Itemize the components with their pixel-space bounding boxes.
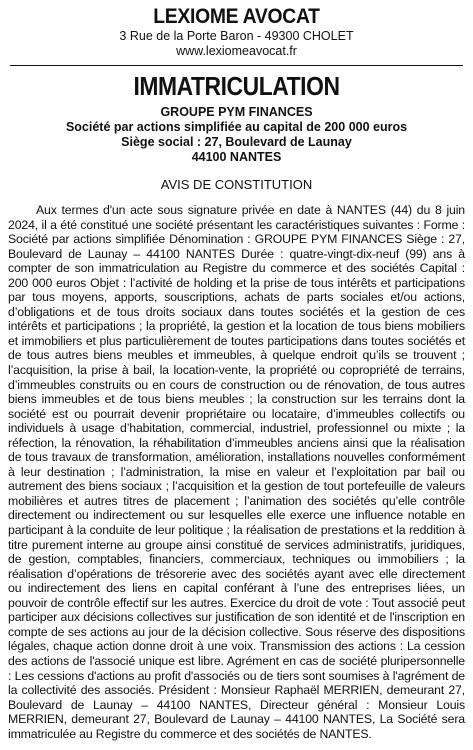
company-name: GROUPE PYM FINANCES bbox=[160, 105, 313, 119]
header-divider bbox=[10, 65, 463, 66]
company-form: Société par actions simplifiée au capital de 200 000 euros bbox=[65, 120, 408, 134]
firm-header bbox=[8, 4, 465, 59]
notice-body: Aux termes d'un acte sous signature privée en date à NANTES (44) du 8 juin 2024, il a été constitué une société présentant les caractéristiques suivantes : Forme : Société par actions simplifiée Dénomination : GROUPE PYM FINANCES Siège : 27, Boulevard de Launay – 44100 NANTES Durée : quatre-vingt-dix-neuf (99) ans à compter de son immatriculation au Registre du commerce et des sociétés Capital : 200 000 euros Objet : l’activité de holding et la prise de tous intérêts et participations par tous moyens, apports, souscriptions, achats de parts sociales et/ou actions, d’obligations et de tous droits sociaux dans toutes sociétés et la gestion de ces intérêts et participations ; la propriété, la gestion et la location de tous biens mobiliers et immobiliers et plus particulièrement de toutes participations dans toutes sociétés et de tous autres biens meubles et immeubles, à quelque endroit qu’ils se trouvent ; l’acquisition, la prise à bail, la location-vente, la propriété ou copropriété de terrains, d’immeubles construits ou en cours de construction ou de rénovation, de tous autres biens immeubles et de tous biens meubles ; la construction sur les terrains dont la société est ou pourrait devenir propriétaire ou locataire, d’immeubles collectifs ou individuels à usage d’habitation, commercial, industriel, professionnel ou mixte ; la réfection, la rénovation, la réhabilitation d’immeubles anciens ainsi que la réalisation de tous travaux de transformation, amélioration, installations nouvelles conformément à leur destination ; l’administration, la mise en valeur et l’exploitation par bail ou autrement des biens sociaux ; l’acquisition et la gestion de tout portefeuille de valeurs mobilières et autres titres de placement ; l’animation des sociétés qu’elle contrôle directement ou indirectement ou sur lesquelles elle exerce une influence notable en participant à la conduite de leur politique ; la réalisation de prestations et la reddition à titre purement interne au groupe ainsi constitué de services administratifs, juridiques, de gestion, comptables, financiers, commerciaux, techniques ou immobiliers ; la réalisation d’opérations de trésorerie avec des sociétés ayant avec elle directement ou indirectement des liens en capital conférant à l’une des entreprises liées, un pouvoir de contrôle effectif sur les autres. Exercice du droit de vote : Tout associé peut participer aux décisions collectives sur justification de son identité et de l'inscription en compte de ses actions au jour de la décision collective. Sous réserve des dispositions légales, chaque action donne droit à une voix. Transmission des actions : La cession des actions de l'associé unique est libre. Agrément en cas de société pluripersonnelle : Les cessions d'actions au profit d'associés ou de tiers sont soumises à l'agrément de la collectivité des associés. Président : Monsieur Raphaël MERRIEN, demeurant 27, Boulevard de Launay – 44100 NANTES, Directeur général : Monsieur Louis MERRIEN, demeurant 27, Boulevard de Launay – 44100 NANTES, La Société sera immatriculée au Registre du commerce et des sociétés de NANTES. bbox=[8, 203, 465, 741]
firm-address: 3 Rue de la Porte Baron - 49300 CHOLET bbox=[119, 29, 354, 43]
company-city: 44100 NANTES bbox=[191, 150, 282, 164]
firm-website: www.lexiomeavocat.fr bbox=[176, 44, 297, 58]
company-seat: Siège social : 27, Boulevard de Launay bbox=[121, 135, 352, 149]
company-block bbox=[8, 105, 465, 165]
notice-title: IMMATRICULATION bbox=[133, 71, 340, 101]
notice-type: AVIS DE CONSTITUTION bbox=[160, 177, 313, 192]
firm-name: LEXIOME AVOCAT bbox=[153, 5, 320, 28]
